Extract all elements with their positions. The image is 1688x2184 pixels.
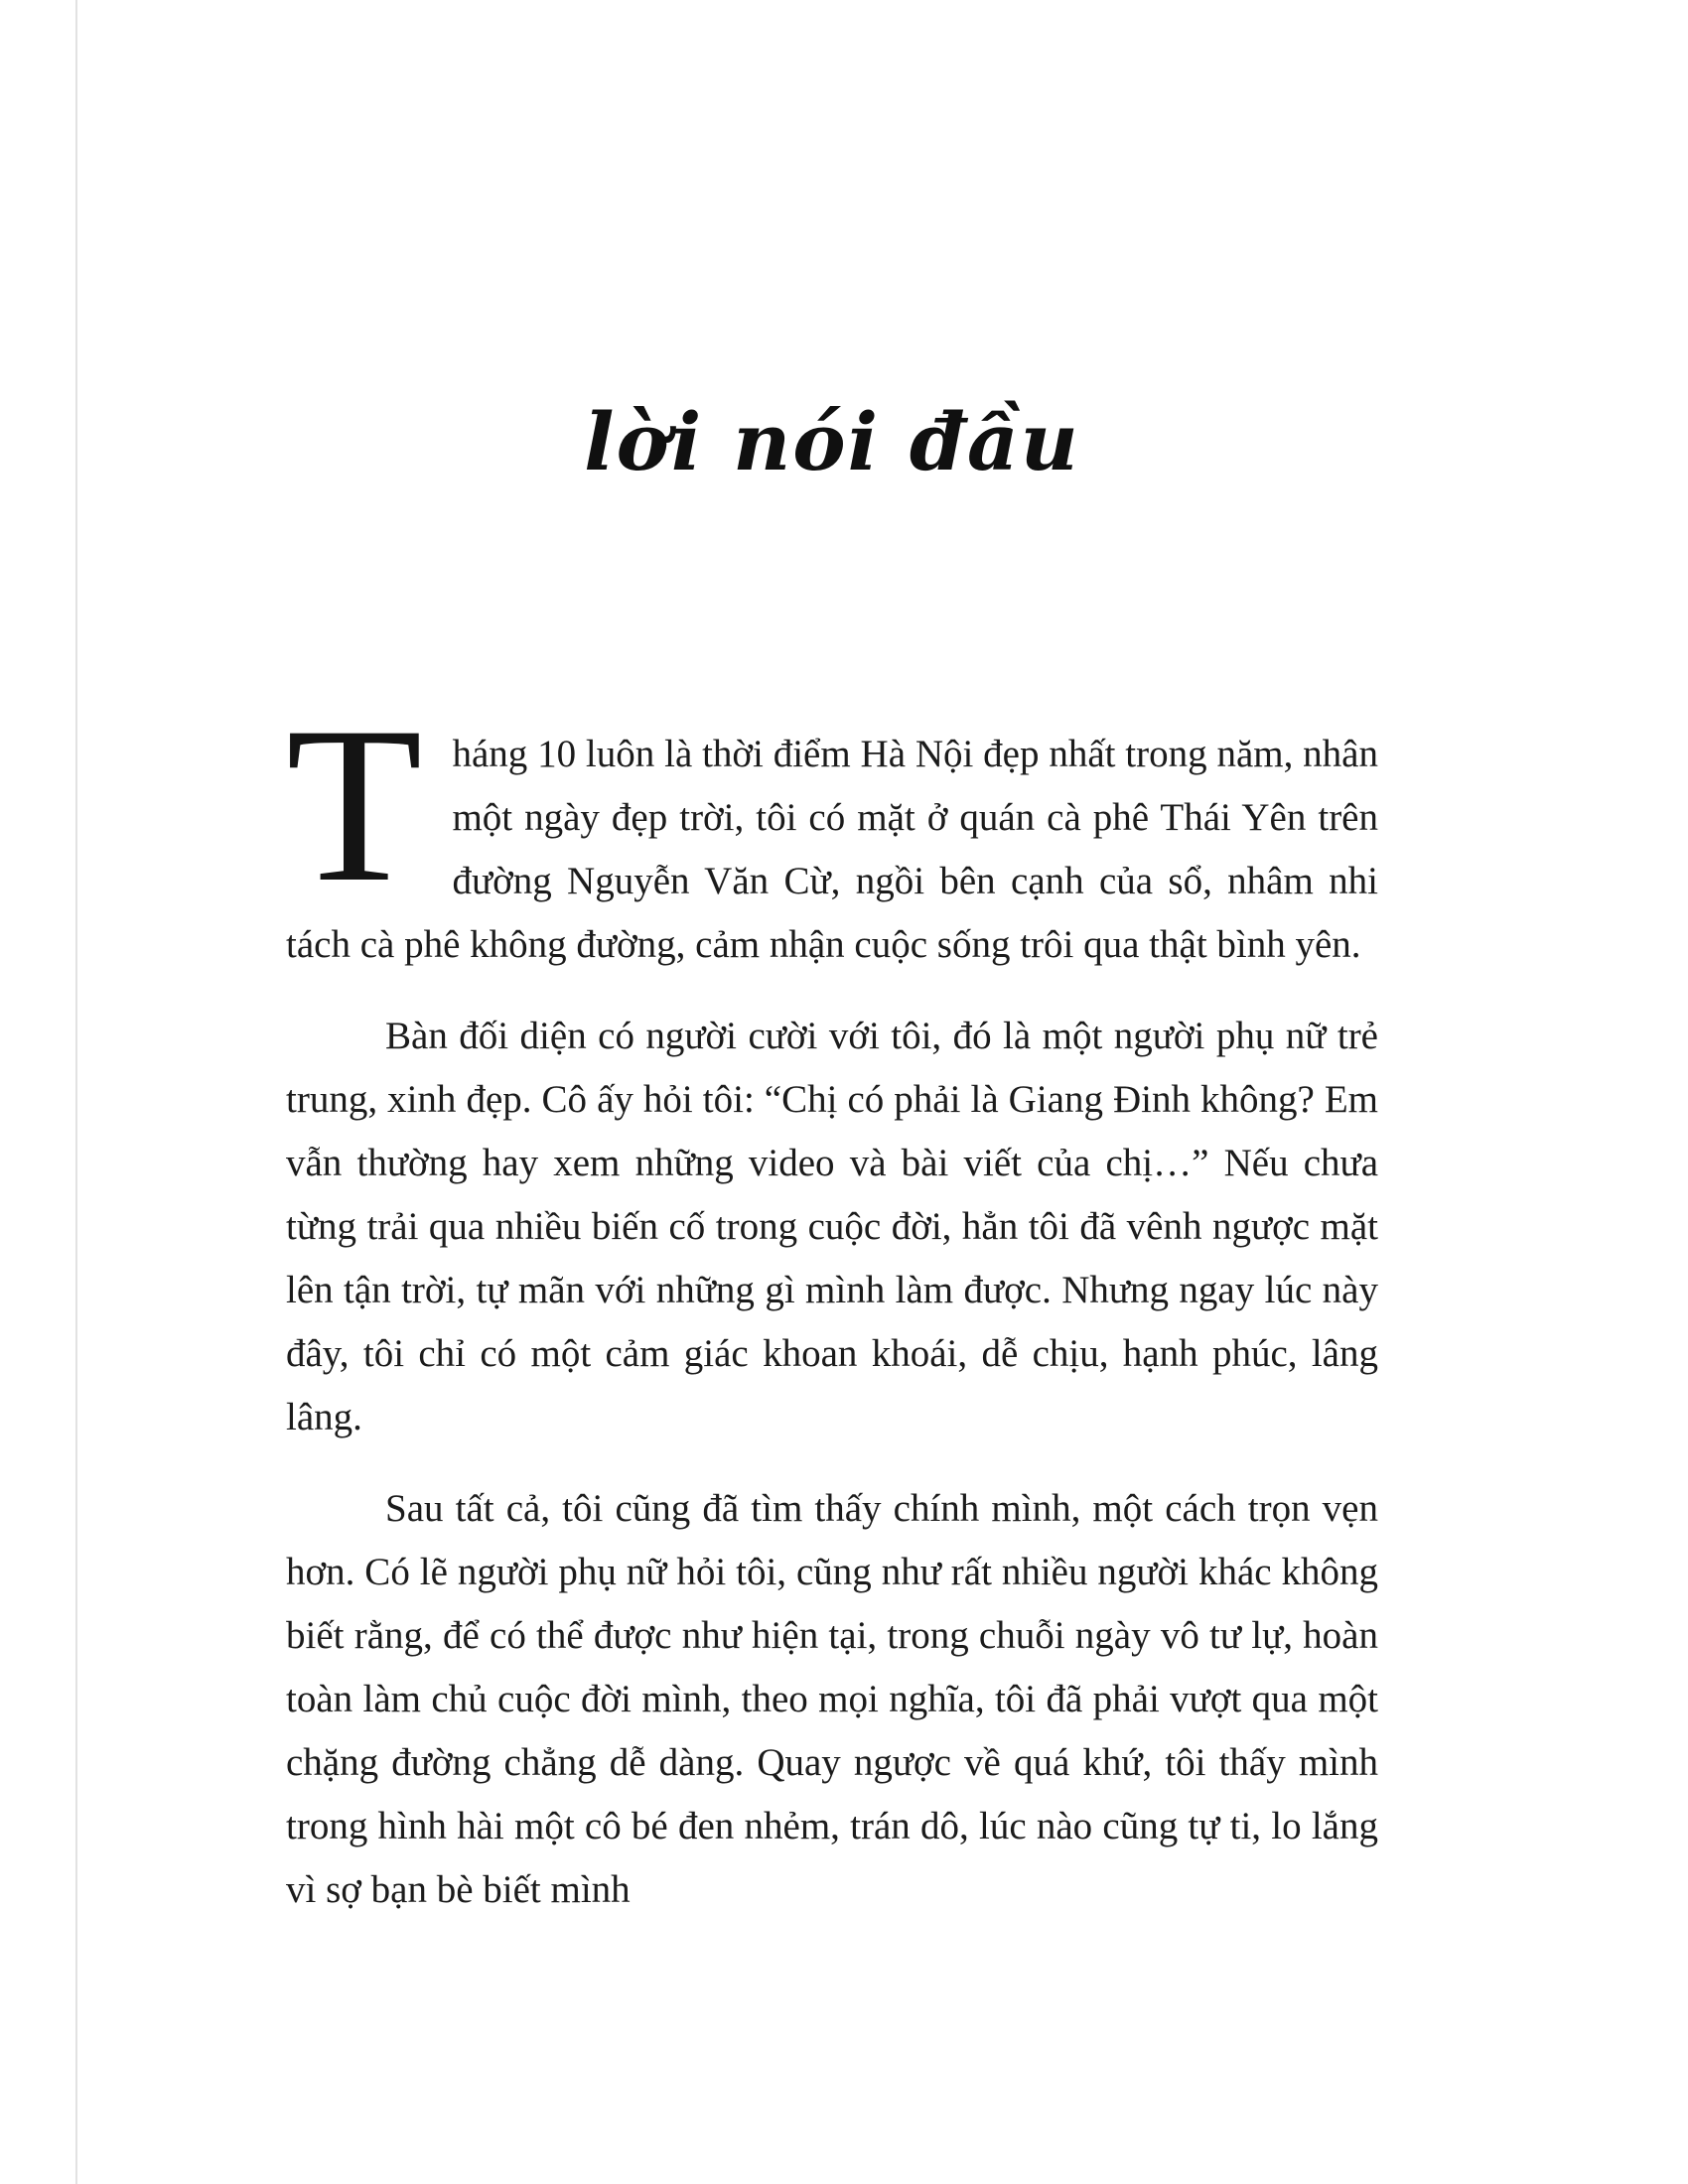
paragraph-text: Bàn đối diện có người cười với tôi, đó là một người phụ nữ trẻ trung, xinh đẹp. Cô ấy hỏi tôi: “Chị có phải là Giang Đinh không? Em vẫn thường hay xem những video và bài viết của chị…” Nếu chưa từng trải qua nhiều biến cố trong cuộc đời, hẳn tôi đã vênh ngược mặt lên tận trời, tự mãn với những gì mình làm được. Nhưng ngay lúc này đây, tôi chỉ có một cảm giác khoan khoái, dễ chịu, hạnh phúc, lâng lâng.	[286, 1015, 1378, 1438]
paragraph-text: háng 10 luôn là thời điểm Hà Nội đẹp nhất trong năm, nhân một ngày đẹp trời, tôi có mặt ở quán cà phê Thái Yên trên đường Nguyễn Văn Cừ, ngồi bên cạnh của sổ, nhâm nhi tách cà phê không đường, cảm nhận cuộc sống trôi qua thật bình yên.	[286, 733, 1378, 966]
chapter-title: lời nói đầu	[584, 395, 1080, 488]
paragraph	[286, 1005, 1378, 1449]
page-body-text	[286, 680, 1378, 1950]
drop-cap-letter: T	[286, 680, 423, 928]
paragraph	[286, 1477, 1378, 1922]
paragraph	[286, 680, 1378, 977]
page-edge-line	[75, 0, 77, 2184]
paragraph-text: Sau tất cả, tôi cũng đã tìm thấy chính mình, một cách trọn vẹn hơn. Có lẽ người phụ nữ hỏi tôi, cũng như rất nhiều người khác không biết rằng, để có thể được như hiện tại, trong chuỗi ngày vô tư lự, hoàn toàn làm chủ cuộc đời mình, theo mọi nghĩa, tôi đã phải vượt qua một chặng đường chẳng dễ dàng. Quay ngược về quá khứ, tôi thấy mình trong hình hài một cô bé đen nhẻm, trán dô, lúc nào cũng tự ti, lo lắng vì sợ bạn bè biết mình	[286, 1487, 1378, 1911]
